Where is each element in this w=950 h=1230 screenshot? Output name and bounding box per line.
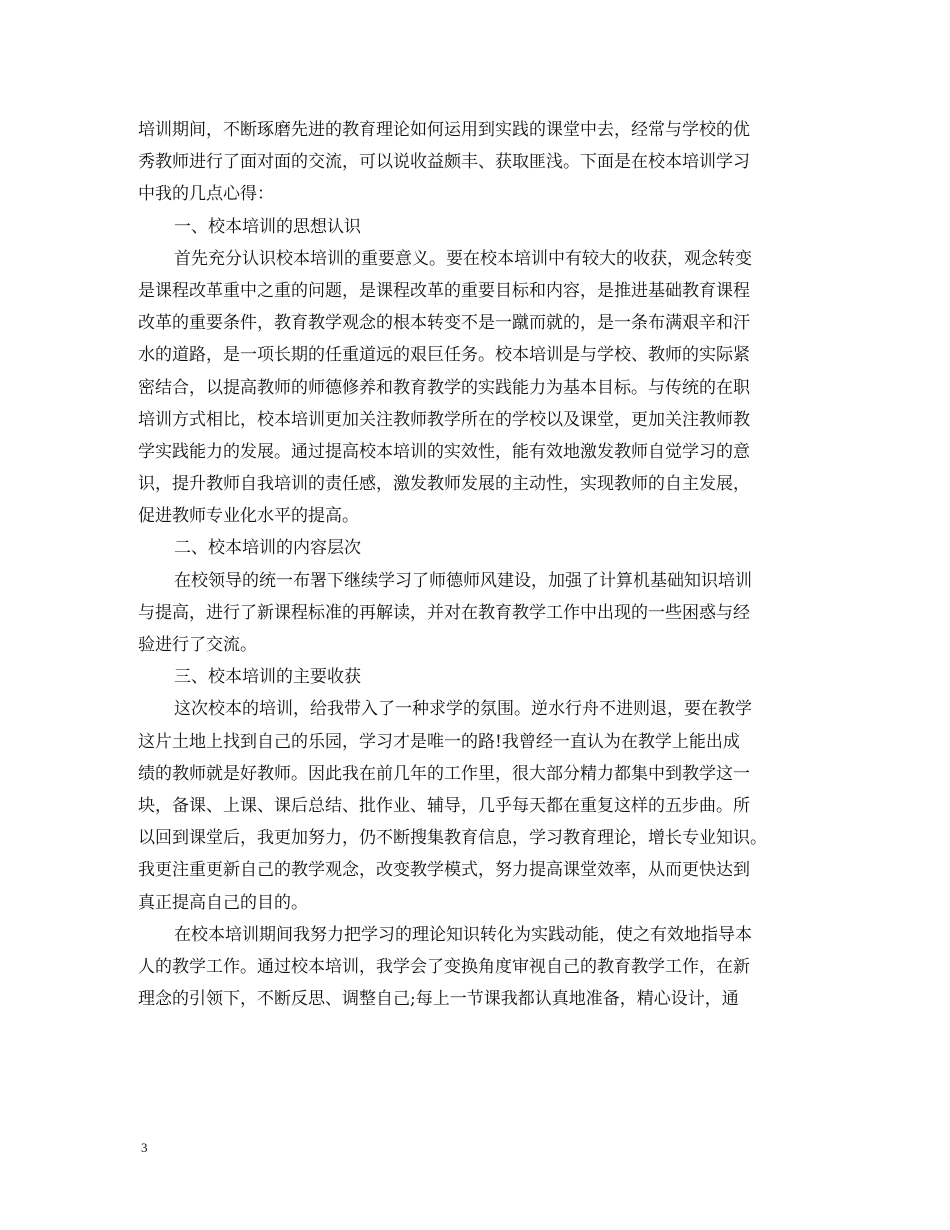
text-line: 秀教师进行了面对面的交流，可以说收益颇丰、获取匪浅。下面是在校本培训学习 — [138, 152, 750, 173]
text-line: 真正提高自己的目的。 — [138, 892, 308, 913]
text-line: 我更注重更新自己的教学观念，改变教学模式，努力提高课堂效率，从而更快达到 — [138, 860, 750, 881]
text-line: 在校本培训期间我努力把学习的理论知识转化为实践动能，使之有效地指导本 — [174, 924, 752, 945]
text-line: 二、校本培训的内容层次 — [174, 538, 361, 559]
text-line: 培训方式相比，校本培训更加关注教师教学所在的学校以及课堂，更加关注教师教 — [138, 409, 750, 430]
text-line: 在校领导的统一布署下继续学习了师德师风建设，加强了计算机基础知识培训 — [174, 570, 752, 591]
page-number: 3 — [141, 1140, 148, 1155]
text-line: 一、校本培训的思想认识 — [174, 216, 361, 237]
text-line: 以回到课堂后，我更加努力，仍不断搜集教育信息，学习教育理论，增长专业知识。 — [138, 828, 767, 849]
text-line: 这次校本的培训，给我带入了一种求学的氛围。逆水行舟不进则退，要在教学 — [174, 699, 752, 720]
text-line: 中我的几点心得： — [138, 184, 274, 205]
text-line: 促进教师专业化水平的提高。 — [138, 506, 359, 527]
text-line: 理念的引领下，不断反思、调整自己;每上一节课我都认真地准备，精心设计，通 — [138, 989, 739, 1010]
text-line: 验进行了交流。 — [138, 635, 257, 655]
text-line: 密结合，以提高教师的师德修养和教育教学的实践能力为基本目标。与传统的在职 — [138, 377, 750, 398]
text-line: 人的教学工作。通过校本培训，我学会了变换角度审视自己的教育教学工作，在新 — [138, 956, 750, 977]
text-line: 水的道路，是一项长期的任重道远的艰巨任务。校本培训是与学校、教师的实际紧 — [138, 345, 750, 366]
text-line: 识，提升教师自我培训的责任感，激发教师发展的主动性，实现教师的自主发展， — [138, 474, 750, 495]
text-line: 绩的教师就是好教师。因此我在前几年的工作里，很大部分精力都集中到教学这一 — [138, 763, 750, 784]
text-line: 与提高，进行了新课程标准的再解读，并对在教育教学工作中出现的一些困惑与经 — [138, 602, 750, 623]
document-body — [138, 114, 818, 1015]
text-line: 这片土地上找到自己的乐园，学习才是唯一的路!我曾经一直认为在教学上能出成 — [138, 731, 740, 752]
text-line: 改革的重要条件，教育教学观念的根本转变不是一蹴而就的，是一条布满艰辛和汗 — [138, 313, 750, 334]
text-line: 培训期间，不断琢磨先进的教育理论如何运用到实践的课堂中去，经常与学校的优 — [138, 120, 750, 140]
text-line: 三、校本培训的主要收获 — [174, 667, 361, 688]
text-line: 是课程改革重中之重的问题，是课程改革的重要目标和内容，是推进基础教育课程 — [138, 280, 750, 301]
text-line: 首先充分认识校本培训的重要意义。要在校本培训中有较大的收获，观念转变 — [174, 248, 752, 269]
text-line: 块，备课、上课、课后总结、批作业、辅导，几乎每天都在重复这样的五步曲。所 — [138, 795, 750, 816]
text-line: 学实践能力的发展。通过提高校本培训的实效性，能有效地激发教师自觉学习的意 — [138, 441, 750, 462]
